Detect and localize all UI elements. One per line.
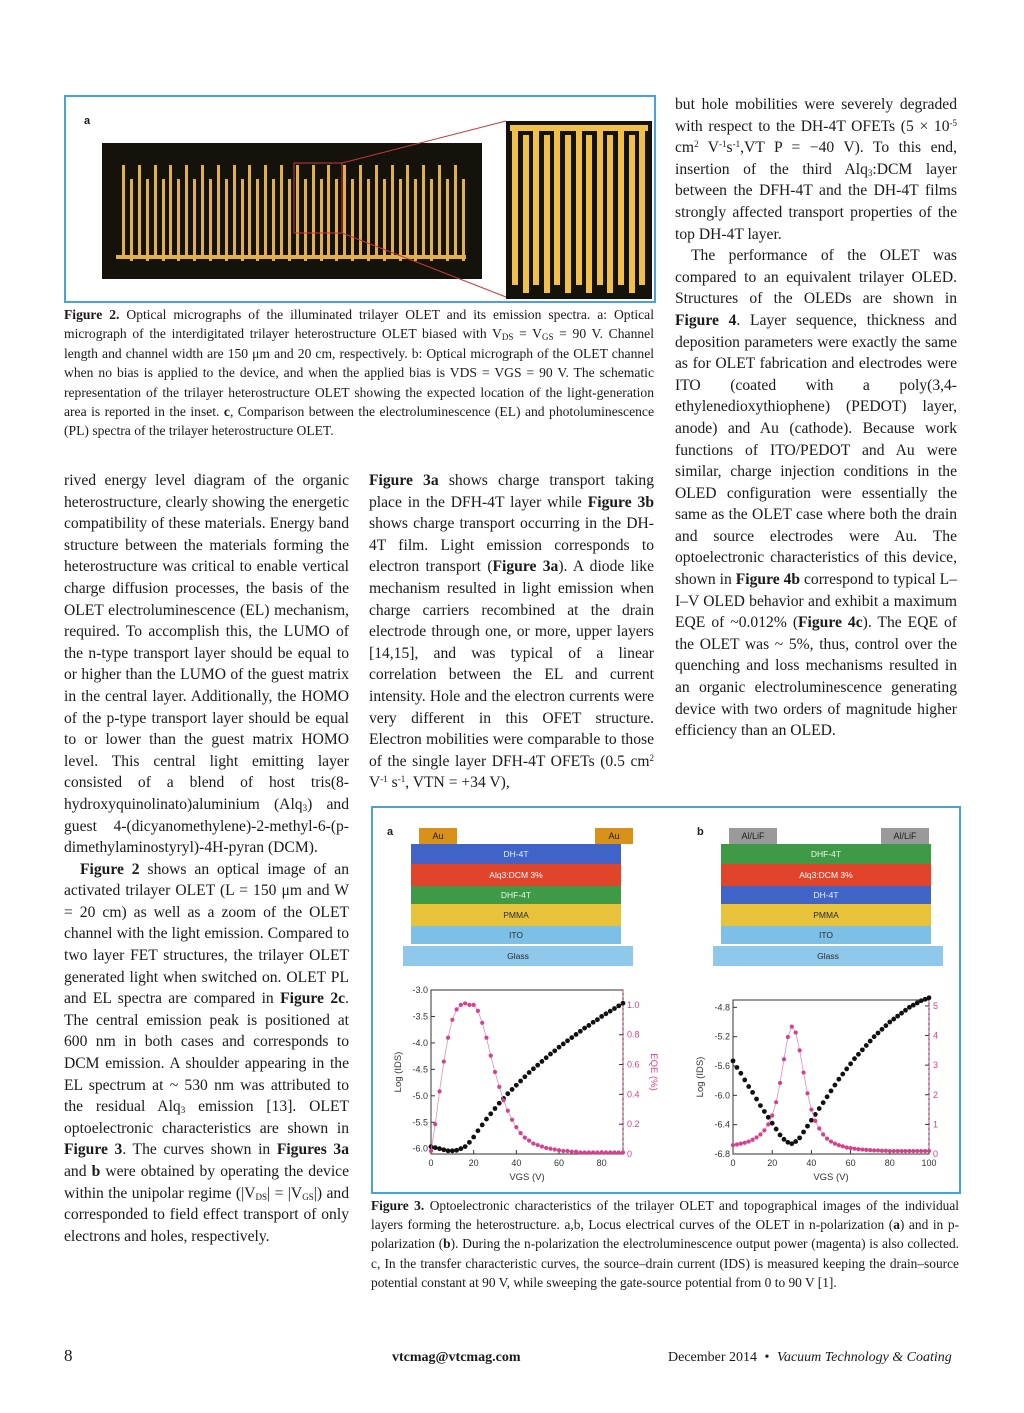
eqe-data-point <box>849 1146 853 1150</box>
eqe-data-point <box>437 1089 441 1093</box>
eqe-data-point <box>915 1149 919 1153</box>
eqe-data-point <box>608 1150 612 1154</box>
x-tick-label: 60 <box>553 1158 565 1168</box>
x-tick-label: 100 <box>921 1158 937 1168</box>
layer-pmma: PMMA <box>721 904 931 926</box>
eqe-data-point <box>446 1036 450 1040</box>
ids-data-point <box>778 1133 783 1138</box>
eqe-data-point <box>506 1109 510 1113</box>
eqe-data-point <box>872 1148 876 1152</box>
y2-tick-label: 2 <box>933 1089 939 1100</box>
ids-data-point <box>454 1148 459 1153</box>
y-tick-label: -6.0 <box>412 1143 428 1154</box>
y2-tick-label: 1.0 <box>627 999 640 1010</box>
eqe-data-point <box>798 1048 802 1052</box>
ids-data-point <box>557 1045 562 1050</box>
ids-data-point <box>731 1058 736 1063</box>
ids-data-point <box>735 1065 740 1070</box>
zoom-callout-lines <box>66 97 656 303</box>
ids-data-point <box>476 1128 481 1133</box>
ids-data-point <box>535 1063 540 1068</box>
eqe-data-point <box>612 1150 616 1154</box>
ids-data-point <box>522 1074 527 1079</box>
y2-tick-label: 1 <box>933 1119 939 1130</box>
ids-data-point <box>433 1145 438 1150</box>
ids-data-point <box>437 1146 442 1151</box>
ids-data-point <box>883 1023 888 1028</box>
ids-data-point <box>868 1039 873 1044</box>
eqe-data-point <box>527 1138 531 1142</box>
eqe-data-point <box>450 1018 454 1022</box>
ids-data-point <box>880 1027 885 1032</box>
y2-tick-label: 3 <box>933 1060 939 1071</box>
eqe-data-point <box>888 1149 892 1153</box>
eqe-data-point <box>880 1149 884 1153</box>
ids-data-point <box>548 1052 553 1057</box>
eqe-data-point <box>805 1091 809 1095</box>
ids-data-point <box>825 1094 830 1099</box>
paragraph: Figure 2 shows an optical image of an activated trilayer OLET (L = 150 μm and W = 20 cm) as well as a zoom of the OLET channel with the light emission. Compared to two layer FET structures, the trilayer OLET generated light when switched on. OLET PL and EL spectra are compared in Figure 2c. The central emission peak is positioned at 600 nm in both cases and corresponds to DCM emission. A shoulder appearing in the EL spectrum at ~ 530 nm was attributed to the residual Alq$_3$ emission [13]. OLET optoelectronic characteristics are shown in Figure 3. The curves shown in Figures 3a and b were obtained by operating the device within the unipolar regime $(|V_{DS}| = |V_{GS}|)$ and corresponded to field effect transport of only electrons and holes, respectively. <box>64 860 349 1245</box>
eqe-data-point <box>762 1128 766 1132</box>
y2-tick-label: 5 <box>933 1000 939 1011</box>
eqe-data-point <box>472 1003 476 1007</box>
eqe-data-point <box>790 1025 794 1029</box>
ids-data-point <box>544 1055 549 1060</box>
eqe-data-point <box>604 1150 608 1154</box>
paragraph: rived energy level diagram of the organic heterostructure, clearly showing the energetic compatibility of these materials. Energy band structure between the materials forming the heterostructure was critical to enable vertical charge diffusion processes, the basis of the OLET electroluminescence (EL) mechanism, required. To accomplish this, the LUMO of the n-type transport layer should be equal to or higher than the LUMO of the guest matrix in the central layer. Additionally, the HOMO of the p-type transport layer should be equal to or lower than the guest matrix HOMO level. This central light emitting layer consisted of a blend of host tris(8-hydroxyquinolinato)aluminium (Alq$_3$) and guest 4-(dicyanomethylene)-2-methyl-6-(p-dimethylaminostyryl)-4H-pyran (DCM). <box>64 472 350 857</box>
ids-data-point <box>514 1083 519 1088</box>
eqe-data-point <box>747 1139 751 1143</box>
y-tick-label: -3.0 <box>412 985 428 995</box>
ids-data-point <box>899 1011 904 1016</box>
ids-data-point <box>738 1071 743 1076</box>
eqe-data-point <box>617 1150 621 1154</box>
eqe-data-point <box>587 1150 591 1154</box>
ids-data-point <box>805 1124 810 1129</box>
x-tick-label: 20 <box>767 1158 778 1168</box>
eqe-trend-line <box>431 1003 623 1152</box>
eqe-data-point <box>463 1001 467 1005</box>
source-electrode-a: Au <box>419 828 457 844</box>
ids-data-point <box>852 1056 857 1061</box>
ids-data-point <box>793 1139 798 1144</box>
ids-data-point <box>604 1011 609 1016</box>
ids-data-point <box>860 1047 865 1052</box>
ids-data-point <box>927 995 932 1000</box>
x-tick-label: 60 <box>845 1158 856 1168</box>
paragraph: but hole mobilities were severely degraded with respect to the DH-4T OFETs ($5 \times 10^{-5}$ $cm^2$ $V^{-1}s^{-1},VT$ P = −40 V). To this end, insertion of the third Alq$_3$:DCM layer between the DFH-4T and the DH-4T films strongly affected transport properties of the top DH-4T layer. <box>675 96 957 243</box>
eqe-data-point <box>911 1149 915 1153</box>
footer-journal-line <box>668 1350 952 1366</box>
x-axis-label: VGS (V) <box>509 1172 545 1183</box>
eqe-data-point <box>553 1147 557 1151</box>
ids-data-point <box>505 1091 510 1096</box>
eqe-data-point <box>841 1144 845 1148</box>
device-stack-b <box>721 828 931 968</box>
eqe-data-point <box>896 1149 900 1153</box>
eqe-data-point <box>591 1150 595 1154</box>
x-tick-label: 40 <box>806 1158 817 1168</box>
chart-panel-a <box>373 976 663 1192</box>
y-tick-label: -6.8 <box>714 1149 730 1159</box>
layer-glass: Glass <box>713 946 943 966</box>
y-tick-label: -5.5 <box>412 1117 428 1128</box>
figure-3-caption: Figure 3. Optoelectronic characteristics of the trilayer OLET and topographical images of the individual layers forming the heterostructure. a,b, Locus electrical curves of the OLET in n-polarization (a) and in p-polarization (b). During the n-polarization the electroluminescence output power (magenta) is also collected. c, In the transfer characteristic curves, the source–drain current (IDS) is measured keeping the drain–source potential constant at 90 V, while sweeping the gate-source potential from 0 to 90 V [1]. <box>371 1198 959 1290</box>
ids-data-point <box>582 1026 587 1031</box>
ids-data-point <box>565 1038 570 1043</box>
y-tick-label: -6.0 <box>714 1090 730 1101</box>
column-1-text <box>64 470 349 1247</box>
ids-data-point <box>429 1144 434 1149</box>
layer-ito: ITO <box>411 926 621 944</box>
eqe-data-point <box>501 1098 505 1102</box>
figure-3-caption-lead: Figure 3. <box>371 1198 425 1213</box>
y-tick-label: -5.6 <box>714 1061 730 1071</box>
eqe-data-point <box>497 1085 501 1089</box>
eqe-data-point <box>442 1059 446 1063</box>
eqe-data-point <box>809 1107 813 1111</box>
eqe-data-point <box>903 1149 907 1153</box>
ids-data-point <box>493 1106 498 1111</box>
ids-data-point <box>856 1052 861 1057</box>
y2-tick-label: 0 <box>933 1149 939 1159</box>
y2-tick-label: 0.8 <box>627 1029 640 1040</box>
ids-data-point <box>750 1090 755 1095</box>
x-tick-label: 20 <box>468 1158 479 1168</box>
ids-data-point <box>527 1070 532 1075</box>
eqe-data-point <box>557 1148 561 1152</box>
device-stack-a <box>411 828 621 968</box>
eqe-data-point <box>731 1143 735 1147</box>
ids-data-point <box>450 1148 455 1153</box>
ids-data-point <box>782 1137 787 1142</box>
x-tick-label: 80 <box>884 1158 895 1168</box>
ids-data-point <box>608 1009 613 1014</box>
ids-data-point <box>770 1121 775 1126</box>
ids-data-point <box>848 1061 853 1066</box>
eqe-data-point <box>833 1142 837 1146</box>
y-tick-label: -4.5 <box>412 1064 428 1075</box>
source-electrode-b: Al/LiF <box>729 828 777 844</box>
ids-data-point <box>467 1140 472 1145</box>
eqe-data-point <box>484 1036 488 1040</box>
ids-data-point <box>844 1067 849 1072</box>
figure-2-caption-lead: Figure 2. <box>64 307 120 322</box>
eqe-data-point <box>758 1132 762 1136</box>
ids-data-point <box>754 1097 759 1102</box>
eqe-data-point <box>578 1150 582 1154</box>
y2-tick-label: 0 <box>627 1149 633 1159</box>
eqe-data-point <box>536 1143 540 1147</box>
eqe-data-point <box>455 1007 459 1011</box>
figure-2-panel-label: a <box>84 115 91 127</box>
y-tick-label: -6.4 <box>714 1119 730 1130</box>
layer-alq3-dcm: Alq3:DCM 3% <box>721 864 931 886</box>
y-tick-label: -5.2 <box>714 1031 730 1042</box>
eqe-data-point <box>892 1149 896 1153</box>
eqe-data-point <box>821 1132 825 1136</box>
layer-alq3-dcm: Alq3:DCM 3% <box>411 864 621 886</box>
eqe-data-point <box>825 1137 829 1141</box>
eqe-data-point <box>595 1150 599 1154</box>
ids-data-point <box>895 1014 900 1019</box>
ids-data-point <box>891 1017 896 1022</box>
footer-bullet: • <box>764 1350 770 1365</box>
y-tick-label: -4.0 <box>412 1037 428 1048</box>
footer-date: December 2014 <box>668 1350 758 1365</box>
layer-glass: Glass <box>403 946 633 966</box>
ids-data-point <box>833 1083 838 1088</box>
eqe-data-point <box>493 1070 497 1074</box>
y2-axis-label: EQE (%) <box>648 1053 659 1091</box>
eqe-data-point <box>817 1126 821 1130</box>
ids-data-point <box>612 1006 617 1011</box>
eqe-data-point <box>907 1149 911 1153</box>
ids-data-point <box>561 1042 566 1047</box>
figure-2-caption: Figure 2. Optical micrographs of the illuminated trilayer OLET and its emission spectra. a: Optical micrograph of the interdigitated trilayer heterostructure OLET biased with $V_{DS} = V_{GS} = 90$ V. Channel length and channel width are 150 μm and 20 cm, respectively. b: Optical micrograph of the OLET channel when no bias is applied to the device, and when the applied bias is VDS = VGS = 90 V. The schematic representation of the trilayer heterostructure OLET showing the expected location of the light-generation area is reported in the inset. c, Comparison between the electroluminescence (EL) and photoluminescence (PL) spectra of the trilayer heterostructure OLET. <box>64 307 654 439</box>
x-tick-label: 0 <box>428 1158 434 1168</box>
column-2-text <box>369 470 654 794</box>
eqe-data-point <box>770 1113 774 1117</box>
ids-data-point <box>569 1035 574 1040</box>
ids-data-point <box>540 1059 545 1064</box>
ids-data-point <box>809 1118 814 1123</box>
ids-data-point <box>829 1089 834 1094</box>
eqe-data-point <box>510 1118 514 1122</box>
page-number: 8 <box>64 1346 73 1365</box>
ids-data-point <box>774 1127 779 1132</box>
ids-data-point <box>510 1087 515 1092</box>
eqe-data-point <box>544 1146 548 1150</box>
eqe-data-point <box>876 1148 880 1152</box>
ids-data-point <box>586 1023 591 1028</box>
x-tick-label: 40 <box>511 1158 522 1168</box>
y-axis-label: Log (IDS) <box>695 1056 706 1098</box>
figure-3-panel-b-label: b <box>697 826 704 838</box>
ids-data-point <box>441 1147 446 1152</box>
x-axis-label: VGS (V) <box>813 1172 849 1183</box>
layer-pmma: PMMA <box>411 904 621 926</box>
ids-data-point <box>758 1103 763 1108</box>
ids-data-point <box>574 1032 579 1037</box>
layer-dhf4t: DHF-4T <box>721 844 931 864</box>
ids-data-point <box>471 1135 476 1140</box>
y2-tick-label: 0.4 <box>627 1089 640 1100</box>
y2-tick-label: 0.2 <box>627 1119 640 1130</box>
layer-dhf4t: DHF-4T <box>411 886 621 904</box>
eqe-data-point <box>467 1003 471 1007</box>
eqe-data-point <box>548 1147 552 1151</box>
ids-data-point <box>446 1148 451 1153</box>
eqe-data-point <box>884 1149 888 1153</box>
ids-data-point <box>742 1078 747 1083</box>
x-tick-label: 80 <box>596 1158 607 1168</box>
eqe-data-point <box>429 1149 433 1153</box>
eqe-data-point <box>856 1147 860 1151</box>
paragraph: Figure 3a shows charge transport taking place in the DFH-4T layer while Figure 3b shows charge transport occurring in the DH-4T film. Light emission corresponds to electron transport (Figure 3a). A diode like mechanism resulted in light emission when charge carriers recombined at the drain electrode through one, or more, upper layers [14,15], and was typical of a linear correlation between the EL and current intensity. Hole and the electron currents were very different in this OFET structure. Electron mobilities were comparable to those of the single layer DFH-4T OFETs (0.5 $cm^2$ $V^{-1}$ $s^{-1}$, VTN = +34 V), <box>369 472 655 792</box>
eqe-data-point <box>754 1135 758 1139</box>
ids-data-point <box>872 1034 877 1039</box>
eqe-data-point <box>739 1142 743 1146</box>
layer-dh4t: DH-4T <box>721 886 931 904</box>
eqe-data-point <box>735 1142 739 1146</box>
figure-3-frame <box>371 806 961 1194</box>
figure-2-frame <box>64 95 656 303</box>
x-tick-label: 0 <box>730 1158 736 1168</box>
ids-data-point <box>578 1029 583 1034</box>
ids-data-point <box>484 1117 489 1122</box>
eqe-data-point <box>433 1122 437 1126</box>
eqe-data-point <box>565 1149 569 1153</box>
y-tick-label: -5.0 <box>412 1090 428 1101</box>
ids-data-point <box>876 1031 881 1036</box>
eqe-data-point <box>570 1150 574 1154</box>
eqe-data-point <box>864 1148 868 1152</box>
ids-data-point <box>766 1115 771 1120</box>
layer-dh4t: DH-4T <box>411 844 621 864</box>
eqe-data-point <box>514 1125 518 1129</box>
ids-data-point <box>840 1072 845 1077</box>
y2-tick-label: 0.6 <box>627 1059 640 1070</box>
ids-data-point <box>801 1130 806 1135</box>
ids-data-point <box>599 1014 604 1019</box>
ids-data-point <box>595 1017 600 1022</box>
eqe-data-point <box>794 1030 798 1034</box>
eqe-data-point <box>621 1150 625 1154</box>
drain-electrode-a: Au <box>595 828 633 844</box>
eqe-data-point <box>813 1119 817 1123</box>
footer-journal-name: Vacuum Technology & Coating <box>776 1350 952 1365</box>
layer-ito: ITO <box>721 926 931 944</box>
chart-panel-b <box>665 976 959 1192</box>
eqe-data-point <box>574 1150 578 1154</box>
ids-data-point <box>903 1008 908 1013</box>
eqe-data-point <box>531 1141 535 1145</box>
eqe-data-point <box>852 1147 856 1151</box>
ids-data-point <box>797 1135 802 1140</box>
y-tick-label: -4.8 <box>714 1002 730 1013</box>
footer-email: vtcmag@vtcmag.com <box>392 1350 521 1365</box>
eqe-data-point <box>480 1021 484 1025</box>
eqe-data-point <box>927 1149 931 1153</box>
eqe-data-point <box>743 1141 747 1145</box>
eqe-data-point <box>868 1148 872 1152</box>
ids-data-point <box>887 1020 892 1025</box>
eqe-data-point <box>860 1147 864 1151</box>
ids-data-point <box>821 1100 826 1105</box>
ids-data-point <box>864 1043 869 1048</box>
eqe-data-point <box>766 1122 770 1126</box>
eqe-data-point <box>583 1150 587 1154</box>
ids-data-point <box>531 1066 536 1071</box>
figure-3-panel-a-label: a <box>387 826 394 838</box>
eqe-data-point <box>561 1149 565 1153</box>
eqe-data-point <box>476 1009 480 1013</box>
eqe-data-point <box>837 1143 841 1147</box>
eqe-data-point <box>923 1149 927 1153</box>
eqe-data-point <box>899 1149 903 1153</box>
ids-data-point <box>621 1001 626 1006</box>
eqe-data-point <box>786 1035 790 1039</box>
y-axis-label: Log (IDS) <box>393 1051 404 1093</box>
ids-data-point <box>463 1144 468 1149</box>
ids-data-point <box>836 1077 841 1082</box>
eqe-data-point <box>774 1100 778 1104</box>
ids-data-point <box>817 1106 822 1111</box>
ids-data-point <box>591 1020 596 1025</box>
ids-data-point <box>746 1084 751 1089</box>
eqe-data-point <box>778 1081 782 1085</box>
eqe-data-point <box>489 1054 493 1058</box>
y-tick-label: -3.5 <box>412 1011 428 1022</box>
eqe-data-point <box>782 1057 786 1061</box>
y2-tick-label: 4 <box>933 1030 939 1041</box>
eqe-data-point <box>801 1070 805 1074</box>
ids-data-point <box>762 1109 767 1114</box>
ids-data-point <box>616 1003 621 1008</box>
ids-data-point <box>480 1123 485 1128</box>
drain-electrode-b: Al/LiF <box>881 828 929 844</box>
column-3-text <box>675 94 957 742</box>
ids-data-point <box>518 1079 523 1084</box>
eqe-data-point <box>829 1139 833 1143</box>
eqe-data-point <box>919 1149 923 1153</box>
eqe-data-point <box>519 1131 523 1135</box>
eqe-data-point <box>540 1144 544 1148</box>
ids-data-point <box>488 1111 493 1116</box>
ids-data-point <box>458 1146 463 1151</box>
eqe-data-point <box>459 1003 463 1007</box>
ids-data-point <box>497 1101 502 1106</box>
eqe-data-point <box>845 1145 849 1149</box>
paragraph: The performance of the OLET was compared to an equivalent trilayer OLED. Structures of the OLEDs are shown in Figure 4. Layer sequence, thickness and deposition parameters were exactly the same as for OLET fabrication and electrodes were ITO (coated with a poly(3,4-ethylenedioxythiophene) (PEDOT) layer, anode) and Au (cathode). Because work functions of ITO/PEDOT and Au were similar, charge injection conditions in the OLED configuration were essentially the same as the OLET case where both the drain and source electrodes were Au. The optoelectronic characteristics of this device, shown in Figure 4b correspond to typical L–I–V OLED behavior and exhibit a maximum EQE of ~0.012% (Figure 4c). The EQE of the OLET was ~ 5%, thus, control over the quenching and loss mechanisms resulted in an organic electroluminescence generating device with two orders of magnitude higher efficiency than an OLED. <box>675 247 958 740</box>
eqe-data-point <box>751 1138 755 1142</box>
eqe-data-point <box>600 1150 604 1154</box>
ids-data-point <box>552 1048 557 1053</box>
eqe-data-point <box>523 1136 527 1140</box>
